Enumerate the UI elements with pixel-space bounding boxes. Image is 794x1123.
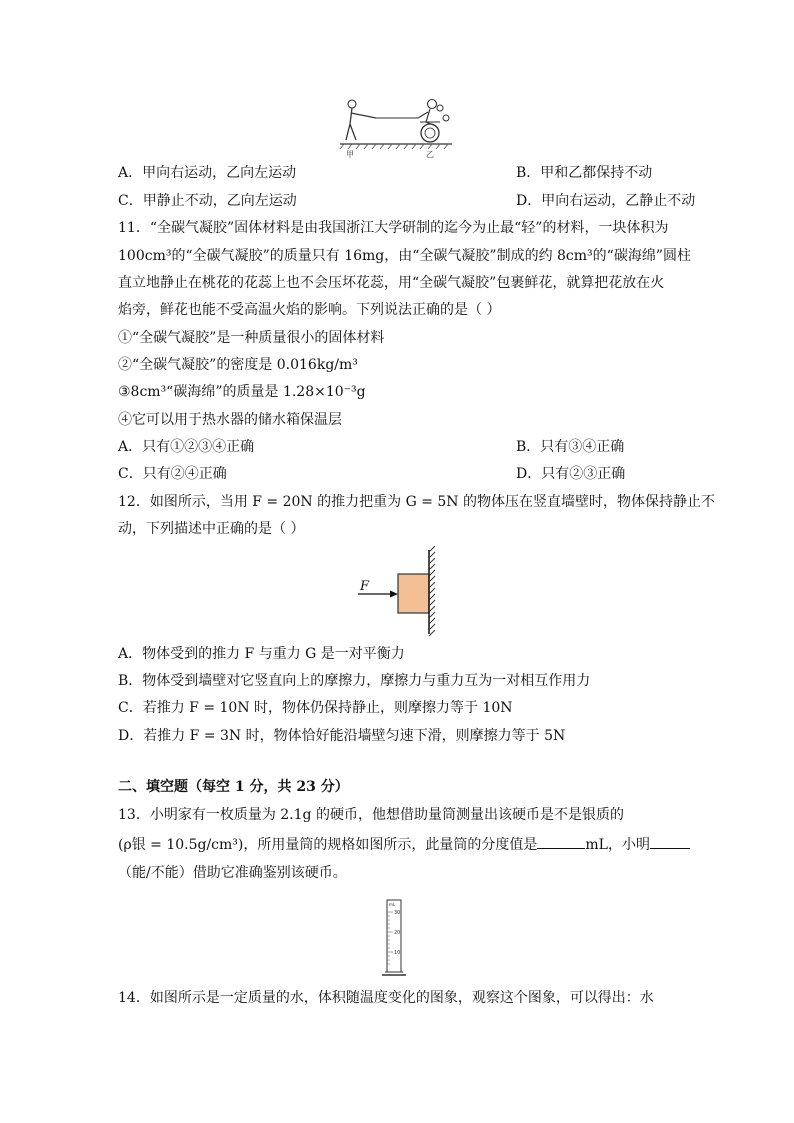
- q11-option-row-2: [118, 464, 678, 484]
- q12-option-b[interactable]: B．物体受到墙壁对它竖直向上的摩擦力，摩擦力与重力互为一对相互作用力: [118, 673, 591, 689]
- q13-stem-2-text-a: (ρ银 = 10.5g/cm³)，所用量筒的规格如图所示，此量筒的分度值是: [118, 837, 538, 853]
- q12-option-d[interactable]: D．若推力 F = 3N 时，物体恰好能沿墙壁匀速下滑，则摩擦力等于 5N: [118, 728, 566, 744]
- q13-blank-division[interactable]: [537, 834, 585, 849]
- cylinder-unit: mL: [389, 902, 396, 907]
- q10-option-row-2: [118, 191, 696, 211]
- cylinder-tick-30: 30: [394, 910, 401, 916]
- block-wall-figure: [352, 546, 452, 638]
- q11-stem-1: 11．“全碳气凝胶”固体材料是由我国浙江大学研制的迄今为止最“轻”的材料，一块体积为: [118, 220, 669, 236]
- graduated-cylinder-figure: [380, 896, 410, 980]
- q11-stem-4: 焰旁，鲜花也能不受高温火焰的影响。下列说法正确的是（ ）: [118, 302, 501, 318]
- q11-statement-4: ④它可以用于热水器的储水箱保温层: [118, 412, 342, 428]
- q11-option-row-1: [118, 437, 678, 457]
- cylinder-tick-10: 10: [394, 950, 401, 956]
- q13-stem-2: [118, 834, 678, 855]
- label-yi: 乙: [426, 150, 434, 158]
- label-jia: 甲: [346, 150, 354, 158]
- q13-stem-3: （能/不能）借助它准确鉴别该硬币。: [118, 865, 347, 881]
- q12-option-a[interactable]: A．物体受到的推力 F 与重力 G 是一对平衡力: [118, 646, 405, 662]
- q11-option-a[interactable]: A．只有①②③④正确: [118, 439, 255, 455]
- q12-option-c[interactable]: C．若推力 F = 10N 时，物体仍保持静止，则摩擦力等于 10N: [118, 700, 513, 716]
- q11-option-d[interactable]: D．只有②③正确: [516, 466, 626, 482]
- force-label-f: F: [360, 579, 370, 594]
- people-pulling-figure: [336, 96, 456, 158]
- q14-stem-1: 14．如图所示是一定质量的水，体积随温度变化的图象，观察这个图象，可以得出：水: [118, 990, 654, 1006]
- q11-statement-3: ③8cm³“碳海绵”的质量是 1.28×10⁻³g: [118, 384, 366, 400]
- q10-option-a[interactable]: A．甲向右运动，乙向左运动: [118, 165, 297, 181]
- q13-blank-can-or-cannot[interactable]: [650, 834, 690, 849]
- q13-stem-2-text-b: mL，小明: [585, 837, 650, 853]
- cylinder-tick-20: 20: [394, 930, 401, 936]
- block: [398, 574, 429, 613]
- q12-stem-2: 动，下列描述中正确的是（ ）: [118, 521, 305, 537]
- section-title-fill-in: 二、填空题（每空 1 分，共 23 分）: [118, 779, 349, 795]
- q11-option-b[interactable]: B．只有③④正确: [516, 439, 625, 455]
- q10-option-b[interactable]: B．甲和乙都保持不动: [516, 165, 653, 181]
- q11-statement-1: ①“全碳气凝胶”是一种质量很小的固体材料: [118, 330, 385, 346]
- q11-option-c[interactable]: C．只有②④正确: [118, 466, 227, 482]
- q13-stem-1: 13．小明家有一枚质量为 2.1g 的硬币，他想借助量筒测量出该硬币是不是银质的: [118, 807, 624, 823]
- q11-statement-2: ②“全碳气凝胶”的密度是 0.016kg/m³: [118, 357, 358, 373]
- q11-stem-3: 直立地静止在桃花的花蕊上也不会压坏花蕊，用“全碳气凝胶”包裹鲜花，就算把花放在火: [118, 275, 665, 291]
- q10-option-row-1: [118, 163, 678, 183]
- q12-stem-1: 12．如图所示，当用 F = 20N 的推力把重为 G = 5N 的物体压在竖直墙壁时，物体保持静止不: [118, 494, 715, 510]
- q11-stem-2: 100cm³的“全碳气凝胶”的质量只有 16mg，由“全碳气凝胶”制成的约 8cm³的“碳海绵”圆柱: [118, 248, 691, 264]
- q10-option-d[interactable]: D．甲向右运动，乙静止不动: [516, 193, 696, 209]
- q10-option-c[interactable]: C．甲静止不动，乙向左运动: [118, 193, 297, 209]
